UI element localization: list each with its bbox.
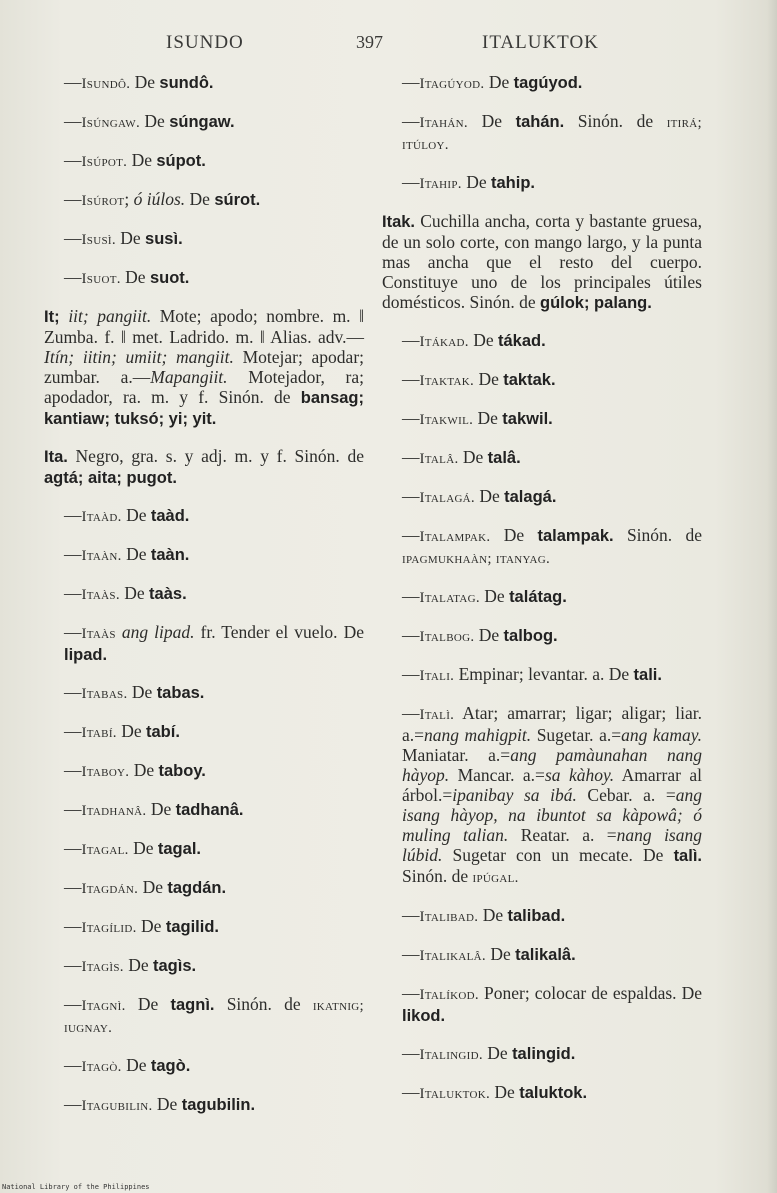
right-column: [382, 72, 702, 1104]
dictionary-subentry: [382, 1082, 702, 1104]
definition-text: —: [402, 111, 420, 131]
dictionary-subentry: [44, 721, 364, 743]
dictionary-subentry: [44, 505, 364, 527]
italic-text: sa kàhoy.: [544, 765, 615, 785]
italic-text: ang pamàunahan nang hàyop.: [402, 745, 703, 785]
definition-text: Amarrar al árbol.=: [402, 765, 702, 805]
entry-gap: [382, 155, 702, 172]
entry-gap: [44, 605, 364, 622]
small-caps-term: Itahip.: [419, 176, 462, 192]
small-caps-term: Italì.: [419, 707, 455, 723]
headword: taboy.: [158, 762, 206, 780]
definition-text: —: [402, 1082, 420, 1102]
definition-text: De: [127, 150, 157, 170]
headword: súngaw.: [169, 113, 235, 131]
headword: sundô.: [159, 74, 214, 92]
dictionary-subentry: [382, 1043, 702, 1065]
definition-text: Sugetar. a.=: [531, 725, 622, 745]
headword: suot.: [149, 269, 190, 287]
small-caps-term: Isusì.: [81, 232, 116, 248]
headword: súrot.: [214, 191, 261, 209]
headword: Ita.: [44, 448, 68, 466]
definition-text: De: [479, 586, 510, 606]
definition-text: —: [64, 189, 82, 209]
small-caps-term: Italíkod.: [419, 987, 479, 1003]
headword: takwil.: [502, 410, 553, 428]
small-caps-term: ipúgal.: [472, 870, 519, 886]
headword: tahán.: [515, 113, 565, 131]
definition-text: Cuchilla ancha, corta y bastante gruesa, de un solo corte, con mango largo, y la punta mas ancha que el resto del cuerpo. Constituye uno de los principales útiles domésticos. Sinón. de: [382, 211, 702, 312]
headword: taàs.: [149, 585, 187, 603]
definition-text: —: [64, 682, 82, 702]
dictionary-subentry: [382, 486, 702, 508]
small-caps-term: Itagal.: [81, 842, 129, 858]
small-caps-term: Itakwil.: [419, 412, 474, 428]
dictionary-subentry: [44, 228, 364, 250]
small-caps-term: Itahán.: [419, 115, 468, 131]
small-caps-term: Itagìs.: [81, 959, 124, 975]
small-caps-term: Itaàs.: [81, 587, 120, 603]
small-caps-term: Italibad.: [419, 909, 479, 925]
small-caps-term: ipagmukhaàn; itanyag.: [402, 551, 551, 567]
headword: tákad.: [498, 332, 546, 350]
entry-gap: [382, 1065, 702, 1082]
dictionary-subentry: [382, 586, 702, 608]
small-caps-term: Italingid.: [419, 1047, 483, 1063]
small-caps-term: Italampak.: [419, 529, 491, 545]
definition-text: Negro, gra. s. y adj. m. y f. Sinón. de: [67, 446, 364, 466]
definition-text: De: [125, 994, 171, 1014]
entry-gap: [44, 1077, 364, 1094]
small-caps-term: Italikalâ.: [419, 948, 486, 964]
definition-text: —: [64, 916, 82, 936]
small-caps-term: Isúpot.: [81, 154, 128, 170]
definition-text: —: [402, 408, 420, 428]
definition-text: De: [146, 799, 176, 819]
entry-gap: [44, 211, 364, 228]
definition-text: De: [136, 916, 166, 936]
dictionary-subentry: [44, 1055, 364, 1077]
headword: taàd.: [150, 507, 190, 525]
small-caps-term: Isundô.: [81, 76, 131, 92]
headword: tagdán.: [167, 879, 227, 897]
headword: taktak.: [503, 371, 556, 389]
dictionary-subentry: [44, 544, 364, 566]
dictionary-subentry: [44, 916, 364, 938]
italic-text: ipanibay sa ibá.: [452, 785, 577, 805]
headword: tahip.: [491, 174, 536, 192]
dictionary-subentry: [382, 525, 702, 569]
entry-gap: [382, 352, 702, 369]
definition-text: De: [121, 505, 151, 525]
entry-gap: [382, 469, 702, 486]
entry-gap: [44, 488, 364, 505]
entry-gap: [382, 1026, 702, 1043]
definition-text: De: [490, 525, 538, 545]
small-caps-term: Italâ.: [419, 451, 459, 467]
italic-text: iit; pangiit.: [68, 306, 152, 326]
entry-gap: [382, 686, 702, 703]
small-caps-term: Itagdán.: [81, 881, 139, 897]
dictionary-subentry: [44, 1094, 364, 1116]
headword: tagìs.: [153, 957, 197, 975]
definition-text: —: [64, 721, 82, 741]
definition-text: —: [402, 72, 420, 92]
small-caps-term: Itagúyod.: [419, 76, 485, 92]
italic-text: ang lipad.: [121, 622, 195, 642]
definition-text: Sinón. de: [402, 866, 473, 886]
definition-text: Sinón. de: [613, 525, 702, 545]
headword: tagúyod.: [513, 74, 583, 92]
dictionary-subentry: [44, 622, 364, 665]
page-number: 397: [356, 32, 383, 52]
headword: talâ.: [487, 449, 521, 467]
headword: talagá.: [504, 488, 557, 506]
definition-text: —: [402, 330, 420, 350]
entry-gap: [382, 927, 702, 944]
definition-text: Reatar. a. =: [508, 825, 617, 845]
page-edge-shadow: [767, 0, 777, 1193]
definition-text: De: [129, 760, 159, 780]
definition-text: —: [64, 877, 82, 897]
small-caps-term: Itabas.: [81, 686, 128, 702]
definition-text: De: [127, 682, 157, 702]
italic-text: nang mahigpit.: [424, 725, 532, 745]
entry-gap: [44, 704, 364, 721]
headword: It;: [44, 308, 69, 326]
definition-text: —: [402, 525, 420, 545]
dictionary-subentry: [382, 447, 702, 469]
definition-text: —: [64, 1055, 82, 1075]
small-caps-term: Itaboy.: [81, 764, 130, 780]
dictionary-subentry: [44, 760, 364, 782]
italic-text: Itín; iitin; umiit; mangiit.: [44, 347, 234, 367]
definition-text: De: [121, 544, 151, 564]
entry-gap: [44, 289, 364, 306]
definition-text: —: [64, 111, 82, 131]
definition-text: —: [64, 799, 82, 819]
definition-text: De: [120, 267, 150, 287]
entry-gap: [382, 194, 702, 211]
definition-text: De: [490, 1082, 520, 1102]
dictionary-subentry: [44, 877, 364, 899]
definition-text: De: [461, 172, 492, 192]
definition-text: —: [64, 1094, 82, 1114]
small-caps-term: Itagnì.: [81, 998, 126, 1014]
definition-text: De: [474, 369, 504, 389]
headword: tali.: [633, 666, 662, 684]
definition-text: Sinón. de: [564, 111, 667, 131]
headword: susì.: [145, 230, 183, 248]
definition-text: —: [402, 586, 420, 606]
dictionary-subentry: [382, 664, 702, 686]
definition-text: De: [473, 408, 503, 428]
entry-gap: [382, 508, 702, 525]
small-caps-term: Italagá.: [419, 490, 475, 506]
definition-text: De: [474, 625, 504, 645]
entry-gap: [382, 313, 702, 330]
definition-text: Atar; amarrar; ligar; aligar; liar. a.=: [402, 703, 702, 745]
dictionary-subentry: [382, 172, 702, 194]
definition-text: De: [478, 905, 508, 925]
headword: tagilid.: [165, 918, 219, 936]
definition-text: Mote; apodo; nombre. m. ‖ Zumba. f. ‖ met. Ladrido. m. ‖ Alias. adv.—: [44, 306, 364, 347]
running-head-left: ISUNDO: [166, 32, 244, 53]
definition-text: Mancar. a.=: [449, 765, 545, 785]
left-column: [44, 72, 364, 1116]
dictionary-subentry: [382, 330, 702, 352]
dictionary-subentry: [382, 944, 702, 966]
definition-text: Poner; colocar de espaldas. De: [478, 983, 702, 1003]
dictionary-subentry: [382, 905, 702, 927]
definition-text: —: [64, 505, 82, 525]
definition-text: De: [128, 838, 158, 858]
italic-text: ó iúlos.: [133, 189, 186, 209]
library-credit: National Library of the Philippines: [2, 1183, 150, 1191]
definition-text: —: [402, 664, 420, 684]
definition-text: Empinar; levantar. a. De: [454, 664, 634, 684]
small-caps-term: Italbog.: [419, 629, 475, 645]
dictionary-subentry: [44, 111, 364, 133]
headword: agtá; aita; pugot.: [44, 469, 177, 487]
entry-gap: [382, 569, 702, 586]
italic-text: ang isang hàyop, na ibuntot sa kàpowâ; ó muling talian.: [402, 785, 702, 845]
small-caps-term: Itadhanâ.: [81, 803, 147, 819]
definition-text: De: [130, 72, 160, 92]
headword: tagnì.: [170, 996, 215, 1014]
dictionary-subentry: [44, 682, 364, 704]
definition-text: —: [64, 228, 82, 248]
entry-gap: [44, 743, 364, 760]
headword: tagò.: [150, 1057, 191, 1075]
headword: taluktok.: [519, 1084, 588, 1102]
definition-text: De: [116, 721, 146, 741]
dictionary-subentry: [382, 111, 702, 155]
headword: talampak.: [537, 527, 614, 545]
entry-gap: [382, 647, 702, 664]
definition-text: ;: [124, 189, 134, 209]
small-caps-term: itirá; itúloy.: [402, 115, 702, 153]
definition-text: fr. Tender el vuelo. De: [194, 622, 364, 642]
definition-text: —: [402, 983, 420, 1003]
dictionary-subentry: [44, 799, 364, 821]
definition-text: —: [402, 447, 420, 467]
entry-gap: [382, 888, 702, 905]
entry-gap: [44, 665, 364, 682]
dictionary-subentry: [44, 267, 364, 289]
headword: Itak.: [382, 213, 416, 231]
definition-text: —: [64, 955, 82, 975]
definition-text: De: [140, 111, 170, 131]
headword: talì.: [673, 847, 702, 865]
definition-text: —: [402, 905, 420, 925]
definition-text: De: [468, 330, 498, 350]
definition-text: —: [402, 369, 420, 389]
small-caps-term: Itaàd.: [81, 509, 122, 525]
dictionary-entry: [44, 446, 364, 488]
headword: talbog.: [503, 627, 558, 645]
dictionary-subentry: [382, 625, 702, 647]
dictionary-subentry: [382, 369, 702, 391]
entry-gap: [44, 133, 364, 150]
italic-text: nang isang lúbid.: [402, 825, 702, 865]
dictionary-subentry: [44, 583, 364, 605]
definition-text: De: [185, 189, 215, 209]
italic-text: ang kamay.: [621, 725, 702, 745]
small-caps-term: Isúrot: [81, 193, 125, 209]
headword: likod.: [402, 1007, 446, 1025]
dictionary-subentry: [382, 703, 702, 888]
headword: talikalâ.: [515, 946, 576, 964]
entry-gap: [44, 1038, 364, 1055]
definition-text: De: [467, 111, 516, 131]
dictionary-subentry: [44, 838, 364, 860]
entry-gap: [44, 250, 364, 267]
entry-gap: [44, 429, 364, 446]
small-caps-term: Itabí.: [81, 725, 117, 741]
entry-gap: [44, 566, 364, 583]
small-caps-term: Itagò.: [81, 1059, 122, 1075]
definition-text: —: [64, 72, 82, 92]
dictionary-subentry: [44, 994, 364, 1038]
entry-gap: [44, 977, 364, 994]
small-caps-term: Itaktak.: [419, 373, 475, 389]
definition-text: —: [64, 622, 82, 642]
small-caps-term: Itagílid.: [81, 920, 137, 936]
headword: tabí.: [145, 723, 180, 741]
dictionary-subentry: [44, 72, 364, 94]
definition-text: —: [64, 838, 82, 858]
small-caps-term: Italuktok.: [419, 1086, 491, 1102]
headword: talibad.: [507, 907, 566, 925]
definition-text: De: [474, 486, 505, 506]
headword: gúlok; palang.: [539, 294, 652, 312]
italic-text: Mapangiit.: [150, 367, 228, 387]
entry-gap: [382, 391, 702, 408]
headword: tadhanâ.: [175, 801, 244, 819]
dictionary-subentry: [382, 983, 702, 1026]
definition-text: De: [119, 583, 150, 603]
dictionary-subentry: [44, 189, 364, 211]
entry-gap: [382, 966, 702, 983]
headword: talátag.: [509, 588, 567, 606]
dictionary-subentry: [44, 150, 364, 172]
small-caps-term: Isúngaw.: [81, 115, 141, 131]
definition-text: —: [402, 1043, 420, 1063]
dictionary-subentry: [44, 955, 364, 977]
dictionary-subentry: [382, 72, 702, 94]
definition-text: —: [402, 172, 420, 192]
definition-text: Motejar; apodar; zumbar. a.—: [44, 347, 365, 387]
definition-text: De: [152, 1094, 182, 1114]
entry-gap: [382, 608, 702, 625]
definition-text: Sugetar con un mecate. De: [442, 845, 674, 865]
definition-text: De: [115, 228, 146, 248]
definition-text: —: [64, 994, 82, 1014]
headword: bansag; kantiaw; tuksó; yi; yit.: [44, 389, 364, 428]
definition-text: —: [64, 583, 82, 603]
definition-text: Maniatar. a.=: [402, 745, 511, 765]
definition-text: De: [121, 1055, 151, 1075]
entry-gap: [44, 172, 364, 189]
headword: tabas.: [156, 684, 205, 702]
small-caps-term: Isuot.: [81, 271, 121, 287]
entry-gap: [382, 430, 702, 447]
small-caps-term: Itaàs: [81, 626, 116, 642]
definition-text: De: [482, 1043, 513, 1063]
headword: talingid.: [512, 1045, 576, 1063]
definition-text: De: [485, 944, 516, 964]
definition-text: —: [402, 625, 420, 645]
entry-gap: [44, 821, 364, 838]
definition-text: De: [484, 72, 514, 92]
small-caps-term: ikatnig; iugnay.: [64, 998, 364, 1036]
small-caps-term: Itali.: [419, 668, 455, 684]
small-caps-term: Itaàn.: [81, 548, 122, 564]
definition-text: —: [402, 703, 420, 723]
definition-text: De: [458, 447, 488, 467]
entry-gap: [44, 94, 364, 111]
entry-gap: [44, 860, 364, 877]
definition-text: De: [123, 955, 154, 975]
headword: tagubilin.: [181, 1096, 256, 1114]
dictionary-entry: [44, 306, 364, 429]
definition-text: Cebar. a. =: [576, 785, 676, 805]
entry-gap: [44, 899, 364, 916]
definition-text: —: [64, 267, 82, 287]
definition-text: —: [64, 544, 82, 564]
definition-text: De: [138, 877, 168, 897]
definition-text: Motejador, ra; apodador, ra. m. y f. Sinón. de: [44, 367, 365, 407]
definition-text: —: [64, 150, 82, 170]
dictionary-subentry: [382, 408, 702, 430]
entry-gap: [44, 782, 364, 799]
small-caps-term: Itákad.: [419, 334, 469, 350]
definition-text: —: [402, 944, 420, 964]
definition-text: —: [402, 486, 420, 506]
headword: lipad.: [64, 646, 108, 664]
running-head-right: ITALUKTOK: [482, 32, 599, 53]
headword: súpot.: [156, 152, 206, 170]
headword: taàn.: [150, 546, 190, 564]
dictionary-entry: [382, 211, 702, 313]
definition-text: Sinón. de: [214, 994, 313, 1014]
entry-gap: [44, 938, 364, 955]
small-caps-term: Itagubilin.: [81, 1098, 153, 1114]
definition-text: —: [64, 760, 82, 780]
small-caps-term: Italatag.: [419, 590, 480, 606]
entry-gap: [44, 527, 364, 544]
headword: tagal.: [157, 840, 201, 858]
entry-gap: [382, 94, 702, 111]
